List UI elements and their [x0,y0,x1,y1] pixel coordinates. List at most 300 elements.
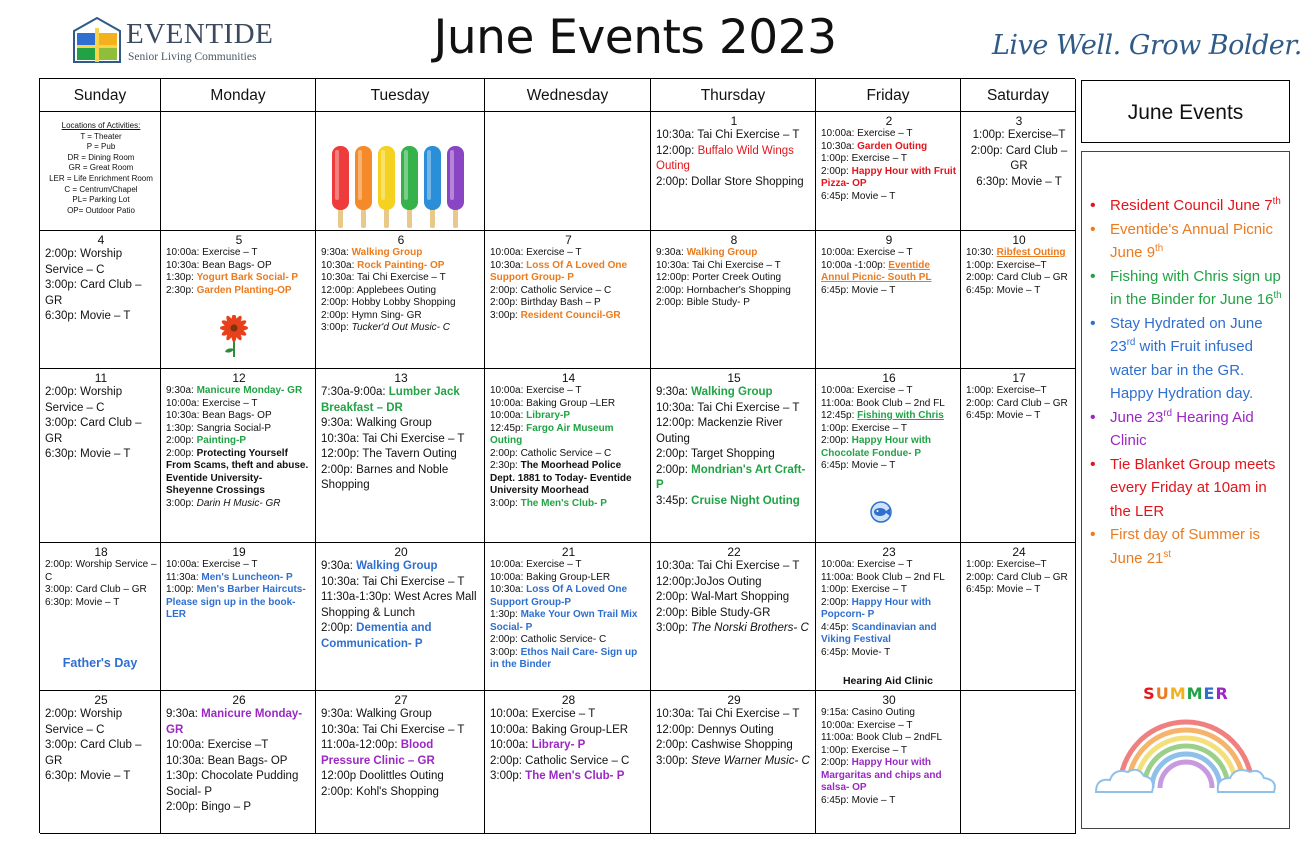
event-text: The Men's Club- P [520,497,607,509]
event-text: 2:00p: Dollar Store Shopping [656,175,804,188]
day-cell [40,543,161,691]
event-text: 6:30p: Movie – T [45,448,131,460]
event-text: 10:00a: Exercise – T [821,247,913,258]
locations-legend [45,114,157,216]
event-text: 10:30a: Tai Chi Exercise – T [656,560,800,572]
event-item [821,622,957,647]
event-item [821,572,957,585]
event-text: 9:30a: [656,247,687,258]
event-text: 10:00a: Exercise – T [166,397,258,409]
day-cell [961,112,1076,231]
event-text: 10:00a: Exercise – T [166,559,258,570]
sidebar-events-panel [1081,151,1290,829]
event-text: Walking Group [686,247,758,258]
event-text: 9:30a: [656,386,692,398]
event-item [321,447,481,463]
flower-icon [219,315,249,357]
day-cell [161,112,316,231]
event-text: 11:00a-12:00p: [321,739,401,751]
day-number: 12 [232,371,246,385]
day-cell [40,231,161,369]
event-item [321,621,481,652]
event-text: Loss Of A Loved One Support Group-P [490,584,628,608]
day-number: 25 [94,693,108,707]
event-text: 2:00p: Hornbacher's Shopping [656,284,791,296]
event-text: 1:30p: Sangria Social-P [166,422,272,434]
event-item [321,272,481,285]
event-item [45,597,157,610]
event-item [166,572,312,585]
event-text: Eventide Annul Picnic- South PL [821,259,932,283]
legend-cell [40,112,161,231]
event-text: 2:00p: Card Club – GR [966,272,1068,283]
day-cell [485,231,651,369]
day-cell [816,231,961,369]
day-number: 6 [397,233,405,247]
event-item [821,720,957,733]
event-item [821,153,957,166]
day-header-monday: Monday [161,79,316,112]
event-text: 9:30a: [321,247,352,258]
event-text: 10:00a: Exercise – T [821,385,913,396]
event-item [821,460,957,473]
event-item [821,247,957,260]
sidebar-event-item [1110,194,1286,218]
ordinal-suffix: th [1273,290,1282,301]
event-text: 1:30p: Chocolate Pudding Social- P [166,770,299,798]
event-text: 6:30p: Movie – T [45,310,131,322]
event-item [166,410,312,423]
event-item [966,144,1072,175]
event-text: 2:00p: Worship Service – C [45,248,123,276]
event-text: Ethos Nail Care- Sign up in the Binder [490,646,638,670]
event-item [45,309,157,325]
calendar [39,78,1075,833]
event-text: Yogurt Bark Social- P [196,272,299,283]
event-text: Protecting Yourself From Scams, theft and abuse. Eventide University- Sheyenne Crossings [166,447,309,496]
event-text: 10:00a: Baking Group-LER [490,571,611,583]
event-item [321,416,481,432]
day-cell [816,691,961,834]
day-number: 9 [885,233,893,247]
event-text: 10:30a: Bean Bags- OP [166,259,272,271]
event-text: 3:00p: [166,497,197,509]
event-text: 11:30a-1:30p: West Acres Mall Shopping & Lunch [321,591,477,619]
event-item [490,423,647,448]
event-text: 12:00p: Porter Creek Outing [656,272,782,283]
event-item [166,754,312,770]
event-text: Tucker'd Out Music- C [351,322,451,333]
event-item [490,247,647,260]
event-item [821,285,957,298]
day-number: 24 [1012,545,1026,559]
event-item [166,559,312,572]
event-item [490,634,647,647]
rainbow-icon [1090,680,1282,805]
event-item [821,191,957,204]
event-item [656,463,812,494]
legend-item: LER = Life Enrichment Room [49,173,153,183]
event-item [166,707,312,738]
event-item [966,272,1072,285]
event-item [490,723,647,739]
event-item [45,385,157,416]
event-text: 12:45p: [821,410,858,421]
sidebar-event-text: Hearing Aid Clinic [1110,408,1254,449]
event-item [166,423,312,436]
event-item [656,128,812,144]
event-text: 1:00p: Exercise–T [972,129,1066,141]
day-cell [161,369,316,543]
event-text: 2:00p: [821,596,852,608]
event-text: 10:30a: Tai Chi Exercise – T [656,708,800,720]
event-text: 2:00p: [821,165,852,177]
event-text: 6:45p: Movie – T [966,584,1041,595]
event-text: Dementia and Communication- P [321,622,432,650]
event-text: 10:00a: Exercise – T [821,559,913,570]
event-item [490,584,647,609]
day-cell [40,691,161,834]
day-cell [161,691,316,834]
event-item [490,609,647,634]
event-item [490,385,647,398]
event-text: 10:30a: Bean Bags- OP [166,410,272,421]
day-number: 21 [561,545,576,559]
event-text: Make Your Own Trail Mix Social- P [490,609,638,633]
event-text: Garden Planting-OP [196,284,292,296]
event-item [656,447,812,463]
event-text: The Norski Brothers- C [691,622,809,634]
event-text: Happy Hour with Chocolate Fondue- P [821,435,932,459]
event-text: Mondrian's Art Craft-P [656,463,806,491]
event-text: 6:30p: Movie – T [976,175,1062,188]
day-cell [316,369,485,543]
event-item [166,385,312,398]
sidebar-event-text: with Fruit infused water bar in the GR. Happy Hydration day. [1110,338,1254,402]
sidebar-heading: June Events [1081,80,1290,143]
event-text: 10:30a: [490,584,527,595]
event-item [656,416,812,447]
event-item [166,738,312,754]
summer-letter: U [1155,684,1170,703]
event-text: 12:00p: [656,144,698,157]
event-text: 10:30a: Tai Chi Exercise – T [656,259,781,271]
event-text: 3:00p: [490,770,526,782]
event-text: 1:00p: Exercise – T [821,584,907,595]
event-text: Men's Luncheon- P [201,571,293,583]
event-item [166,435,312,448]
event-item [166,498,312,511]
day-number: 1 [730,114,738,128]
event-item [321,785,481,801]
event-text: 10:30a: Bean Bags- OP [166,754,288,767]
event-text: Lumber Jack Breakfast – DR [321,386,460,414]
event-text: 2:00p: Hobby Lobby Shopping [321,297,456,308]
event-text: 12:00p: The Tavern Outing [321,448,457,460]
day-number: 20 [394,545,408,559]
hearing-aid-clinic-note: Hearing Aid Clinic [842,675,934,687]
event-item [821,597,957,622]
event-text: 10:00a: Exercise – T [490,708,596,720]
sidebar-event-item [1110,523,1286,570]
day-cell [316,112,485,231]
event-item [321,297,481,310]
legend-item: GR = Great Room [68,163,134,173]
event-item [821,128,957,141]
event-item [490,707,647,723]
day-number: 13 [394,371,408,385]
event-text: Garden Outing [857,140,928,152]
event-text: 2:00p: [166,447,197,459]
event-text: Happy Hour with Fruit Pizza- OP [821,165,957,189]
event-text: 10:30a: Tai Chi Exercise – T [656,129,800,141]
event-item [321,385,481,416]
event-item [321,322,481,335]
ordinal-suffix: th [1272,196,1281,207]
day-number: 10 [1012,233,1026,247]
event-text: 6:30p: Movie – T [45,770,131,782]
event-item [821,732,957,745]
event-text: 6:45p: Movie – T [966,284,1041,296]
sidebar-event-list [1110,194,1286,570]
event-text: 10:30a: Tai Chi Exercise – T [321,432,465,445]
day-number: 22 [727,545,741,559]
day-number: 11 [94,371,108,385]
event-item [821,398,957,411]
event-text: Library- P [531,739,586,751]
event-text: Fishing with Chris [857,410,944,421]
event-text: 6:45p: Movie – T [966,410,1041,421]
event-text: 1:00p: Exercise – T [821,153,907,164]
day-number: 16 [882,371,896,385]
day-cell [816,543,961,691]
event-text: 6:45p: Movie – T [821,460,896,471]
event-item [821,423,957,436]
event-text: 2:30p: [166,284,197,296]
event-item [821,435,957,460]
event-text: The Moorhead Police Dept. 1881 to Today- Eventide University Moorhead [490,460,632,496]
event-text: 10:30a: Tai Chi Exercise – T [321,723,465,736]
ordinal-suffix: rd [1163,407,1173,419]
day-cell [161,543,316,691]
event-text: Painting-P [196,435,247,446]
day-cell [651,543,816,691]
event-text: 10:00a: Baking Group-LER [490,723,629,736]
event-text: 9:30a: Walking Group [321,708,432,720]
event-text: 10:00a: Exercise – T [490,559,582,570]
event-text: 12:00p: Mackenzie River Outing [656,417,783,445]
day-cell [485,543,651,691]
event-text: 3:00p: Card Club – GR [45,279,142,307]
day-cell [961,231,1076,369]
event-text: 2:00p: Barnes and Noble Shopping [321,463,449,491]
event-item [321,463,481,494]
event-item [321,285,481,298]
event-text: 1:00p: [166,584,197,595]
event-item [966,572,1072,585]
legend-title: Locations of Activities: [61,121,141,130]
event-text: 10:00a: Exercise – T [821,128,913,139]
event-item [656,754,812,770]
event-text: 1:00p: Exercise–T [966,559,1047,570]
event-text: 2:00p: Hymn Sing- GR [321,309,422,321]
sidebar-event-item [1110,265,1286,312]
event-item [656,144,812,175]
event-text: Ribfest Outing [996,247,1066,258]
event-item [321,723,481,739]
sidebar-event-text: Fishing with Chris sign up in the Binder for June 16 [1110,267,1281,308]
event-item [656,590,812,606]
event-text: 2:00p: Cashwise Shopping [656,739,793,751]
event-item [166,272,312,285]
sidebar-event-text: Eventide's Annual Picnic June 9 [1110,220,1273,261]
event-text: 12:00p Doolittles Outing [321,770,444,782]
event-item [656,621,812,637]
day-cell [316,691,485,834]
event-item [821,141,957,154]
legend-item: DR = Dining Room [67,152,135,162]
event-text: 2:00p: Catholic Service- C [490,634,607,645]
event-item [656,260,812,273]
event-item [321,559,481,575]
event-text: 9:30a: Walking Group [321,417,432,429]
event-item [656,285,812,298]
day-number: 30 [882,693,896,707]
logo-subtitle: Senior Living Communities [128,51,257,63]
event-text: 3:00p: [321,322,352,333]
event-item [656,723,812,739]
logo-name: EVENTIDE [126,18,274,50]
event-item [966,385,1072,398]
event-item [821,410,957,423]
event-item [966,175,1072,191]
day-cell [961,369,1076,543]
event-text: 10:30a: Tai Chi Exercise – T [656,401,800,414]
event-item [321,310,481,323]
event-text: 1:00p: Exercise–T [966,259,1047,271]
event-text: 7:30a-9:00a: [321,386,389,398]
sidebar-event-text: First day of Summer is June 21 [1110,526,1261,567]
event-item [166,769,312,800]
popsicles-icon [327,146,472,231]
event-text: 2:00p: Worship Service – C [45,708,123,736]
event-text: 11:00a: Book Club – 2nd FL [821,571,945,583]
tagline: Live Well. Grow Bolder. [992,30,1302,61]
event-item [490,410,647,423]
sidebar-event-item [1110,406,1286,453]
event-item [490,572,647,585]
event-item [966,559,1072,572]
day-number: 2 [885,114,893,128]
event-item [321,707,481,723]
event-item [321,575,481,591]
event-item [45,584,157,597]
event-text: 10:30a: Tai Chi Exercise – T [321,575,465,588]
event-item [966,247,1072,260]
event-item [490,559,647,572]
event-text: 10:00a: Baking Group –LER [490,397,616,409]
event-item [656,494,812,510]
event-text: 2:00p: Bible Study- P [656,297,750,308]
event-item [821,385,957,398]
day-number: 4 [97,233,105,247]
event-item [821,584,957,597]
event-item [321,247,481,260]
event-text: 6:45p: Movie – T [821,794,896,806]
day-cell [961,691,1076,834]
event-text: 10:30a: [490,259,527,271]
event-text: 2:30p: [490,460,521,471]
ordinal-suffix: rd [1126,337,1136,348]
event-text: 3:00p: [656,622,692,634]
event-item [45,447,157,463]
event-text: Buffalo Wild Wings Outing [656,144,794,172]
fish-icon [868,501,894,523]
legend-item: PL= Parking Lot [72,195,130,205]
event-item [166,448,312,498]
day-cell [485,691,651,834]
event-item [821,166,957,191]
event-text: 3:00p: [490,497,521,509]
event-item [45,247,157,278]
event-item [166,584,312,622]
event-text: 2:00p: Bible Study-GR [656,606,771,619]
day-number: 3 [1015,114,1023,128]
sidebar-event-item [1110,453,1286,524]
event-text: 2:00p: [166,435,197,446]
event-text: 2:00p: [321,622,357,634]
day-cell [316,231,485,369]
event-text: Manicure Monday- GR [196,385,303,396]
day-number: 7 [565,233,572,247]
event-text: 4:45p: [821,621,852,633]
event-text: 6:30p: Movie – T [45,596,120,608]
day-number: 23 [882,545,896,559]
event-item [490,754,647,770]
event-text: 2:00p: Worship Service – C [45,386,123,414]
event-text: 10:00a -1:00p: [821,259,889,271]
event-text: Walking Group [691,386,773,398]
event-item [321,432,481,448]
ordinal-suffix: st [1163,548,1171,560]
event-text: 2:00p: Worship Service – C [45,559,157,583]
event-text: 1:00p: Exercise – T [821,422,907,434]
day-cell [316,543,485,691]
event-item [45,707,157,738]
day-header-saturday: Saturday [961,79,1076,112]
event-text: 9:30a: [166,708,202,720]
event-item [45,738,157,769]
sidebar-event-text: June 23 [1110,408,1164,426]
event-item [656,401,812,417]
event-text: 10:00a: [490,410,527,421]
page-title: June Events 2023 [433,10,837,65]
event-text: 10:30a: Tai Chi Exercise – T [321,272,446,283]
event-text: 2:00p: Card Club – GR [966,571,1068,583]
event-item [321,260,481,273]
event-text: 2:00p: Catholic Service – C [490,284,612,296]
event-item [966,584,1072,597]
day-number: 14 [561,371,576,385]
event-text: 10:00a: Exercise – T [821,719,913,731]
event-text: 2:00p: Catholic Service – C [490,754,630,767]
day-header-friday: Friday [816,79,961,112]
day-cell [816,369,961,543]
eventide-logo [72,16,287,68]
event-text: 3:00p: [490,309,521,321]
day-number: 5 [235,233,243,247]
event-text: 12:00p: Dennys Outing [656,723,774,736]
